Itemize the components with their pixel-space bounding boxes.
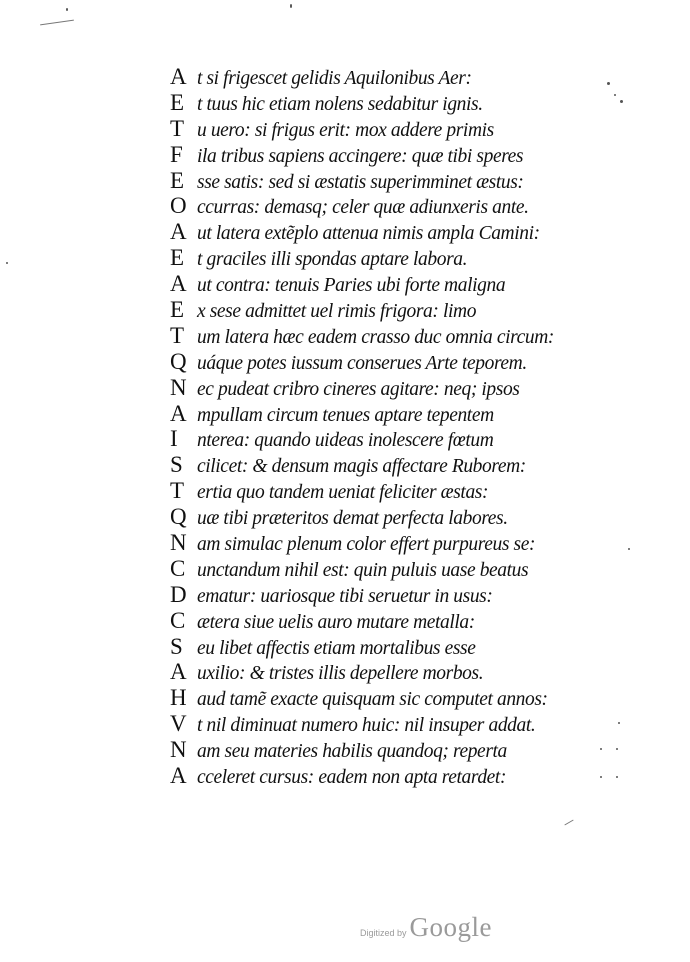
acrostic-initial: O (170, 193, 187, 219)
verse-line (170, 245, 640, 271)
verse-text: ætera siue uelis auro mutare metalla: (197, 611, 475, 633)
verse-text: t tuus hic etiam nolens sedabitur ignis. (197, 93, 483, 115)
verse-line (170, 168, 640, 194)
digitized-watermark (360, 912, 492, 943)
verse-line (170, 323, 640, 349)
verse-line (170, 64, 640, 90)
acrostic-initial: E (170, 297, 185, 323)
verse-text: ematur: uariosque tibi seruetur in usus: (197, 585, 493, 607)
acrostic-initial: T (170, 478, 185, 504)
verse-text: am simulac plenum color effert purpureus se: (197, 534, 536, 556)
verse-line (170, 711, 640, 737)
verse-line (170, 401, 640, 427)
acrostic-initial: V (170, 711, 187, 737)
verse-line (170, 478, 640, 504)
verse-line (170, 763, 640, 789)
acrostic-initial: A (170, 763, 187, 789)
acrostic-initial: N (170, 374, 187, 400)
acrostic-initial: N (170, 530, 187, 556)
verse-text: ec pudeat cribro cineres agitare: neq; ipsos (197, 378, 520, 400)
verse-text: t nil diminuat numero huic: nil insuper addat. (197, 715, 536, 737)
verse-line (170, 556, 640, 582)
verse-line (170, 659, 640, 685)
acrostic-initial: Q (170, 348, 187, 374)
verse-line (170, 142, 640, 168)
verse-line (170, 452, 640, 478)
verse-text: u uero: si frigus erit: mox addere primis (197, 119, 494, 141)
acrostic-initial: A (170, 271, 187, 297)
ink-speck (6, 262, 8, 264)
acrostic-initial: A (170, 659, 187, 685)
watermark-prefix: Digitized by (360, 928, 407, 938)
verse-text: ut latera extẽplo attenua nimis ampla Camini: (197, 223, 540, 245)
verse-text: am seu materies habilis quandoq; reperta (197, 741, 507, 763)
verse-text: um latera hæc eadem crasso duc omnia circum: (197, 326, 554, 348)
acrostic-initial: T (170, 115, 185, 141)
verse-text: ertia quo tandem ueniat feliciter æstas: (197, 482, 489, 504)
acrostic-initial: H (170, 685, 187, 711)
acrostic-initial: F (170, 141, 183, 167)
acrostic-initial: C (170, 607, 186, 633)
verse-text: cceleret cursus: eadem non apta retardet: (197, 767, 507, 789)
verse-line (170, 193, 640, 219)
verse-text: ut contra: tenuis Paries ubi forte maligna (197, 275, 506, 297)
ink-speck (290, 4, 292, 8)
verse-text: sse satis: sed si æstatis superimminet æstus: (197, 171, 524, 193)
verse-line (170, 375, 640, 401)
verse-text: uæ tibi præteritos demat perfecta labores. (197, 508, 508, 530)
ink-speck (66, 8, 68, 11)
acrostic-initial: C (170, 555, 186, 581)
verse-line (170, 634, 640, 660)
acrostic-initial: I (170, 426, 178, 452)
verse-text: uáque potes iussum conserues Arte teporem. (197, 352, 527, 374)
verse-line (170, 685, 640, 711)
acrostic-initial: A (170, 64, 187, 89)
acrostic-initial: D (170, 581, 187, 607)
acrostic-initial: E (170, 89, 185, 115)
ink-stroke (564, 820, 573, 826)
verse-line (170, 90, 640, 116)
verse-line (170, 737, 640, 763)
acrostic-initial: E (170, 167, 185, 193)
verse-text: t si frigescet gelidis Aquilonibus Aer: (197, 68, 472, 89)
acrostic-initial: N (170, 737, 187, 763)
acrostic-initial: Q (170, 504, 187, 530)
verse-text: cilicet: & densum magis affectare Ruborem: (197, 456, 526, 478)
verse-line (170, 219, 640, 245)
acrostic-initial: T (170, 322, 185, 348)
poem-text (170, 64, 640, 789)
verse-text: uxilio: & tristes illis depellere morbos. (197, 663, 484, 685)
acrostic-initial: A (170, 400, 187, 426)
verse-line (170, 297, 640, 323)
verse-text: t graciles illi spondas aptare labora. (197, 249, 468, 271)
acrostic-initial: S (170, 452, 183, 478)
verse-text: mpullam circum tenues aptare tepentem (197, 404, 494, 426)
acrostic-initial: E (170, 245, 185, 271)
verse-text: unctandum nihil est: quin puluis uase beatus (197, 559, 529, 581)
verse-text: eu libet affectis etiam mortalibus esse (197, 637, 476, 659)
verse-line (170, 271, 640, 297)
verse-text: nterea: quando uideas inolescere fœtum (197, 430, 494, 452)
ink-stroke (40, 20, 74, 26)
acrostic-initial: A (170, 219, 187, 245)
verse-line (170, 582, 640, 608)
verse-line (170, 530, 640, 556)
verse-line (170, 349, 640, 375)
verse-line (170, 608, 640, 634)
verse-text: aud tamẽ exacte quisquam sic computet annos: (197, 689, 548, 711)
verse-line (170, 504, 640, 530)
verse-line (170, 116, 640, 142)
verse-text: ila tribus sapiens accingere: quæ tibi speres (197, 145, 524, 167)
acrostic-initial: S (170, 633, 183, 659)
verse-text: ccurras: demasq; celer quæ adiunxeris ante. (197, 197, 529, 219)
verse-line (170, 426, 640, 452)
verse-text: x sese admittet uel rimis frigora: limo (197, 301, 477, 323)
google-logo: Google (409, 912, 493, 942)
